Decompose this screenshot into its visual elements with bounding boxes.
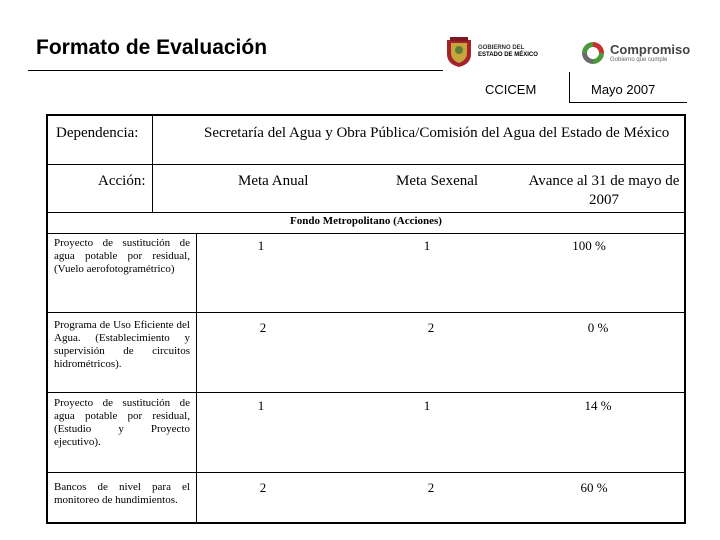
row-meta-anual: 2 xyxy=(259,320,267,335)
compromiso-logo xyxy=(580,40,690,66)
divider xyxy=(48,312,684,313)
section-title: Fondo Metropolitano (Acciones) xyxy=(290,215,442,227)
state-seal-icon xyxy=(444,36,474,68)
row-meta-sexenal: 1 xyxy=(423,398,431,413)
accion-label: Acción: xyxy=(98,173,146,189)
row-meta-sexenal: 2 xyxy=(427,320,435,335)
title-underline xyxy=(28,70,443,71)
row-accion: Proyecto de sustitución de agua potable por residual, (Vuelo aerofotogramétrico) xyxy=(54,237,190,275)
row-meta-anual: 1 xyxy=(257,238,265,253)
dependencia-label: Dependencia: xyxy=(56,125,139,141)
divider xyxy=(48,392,684,393)
row-accion: Programa de Uso Eficiente del Agua. (Establecimiento y supervisión de circuitos hidrométricos). xyxy=(54,319,190,370)
dependencia-value: Secretaría del Agua y Obra Pública/Comisión del Agua del Estado de México xyxy=(204,125,670,141)
date-label: Mayo 2007 xyxy=(591,82,656,97)
cc-label: CCICEM xyxy=(485,82,537,97)
meta-sexenal-header: Meta Sexenal xyxy=(396,173,479,189)
row-accion: Proyecto de sustitución de agua potable por residual, (Estudio y Proyecto ejecutivo). xyxy=(54,397,190,448)
row-meta-anual: 1 xyxy=(257,398,265,413)
row-accion: Bancos de nivel para el monitoreo de hundimientos. xyxy=(54,481,190,506)
row-avance: 60 % xyxy=(580,480,608,495)
row-avance: 0 % xyxy=(587,320,609,335)
divider xyxy=(48,472,684,473)
avance-header: Avance al 31 de mayo de 2007 xyxy=(528,173,680,208)
page-title: Formato de Evaluación xyxy=(36,36,268,59)
divider xyxy=(48,233,684,234)
row-meta-anual: 2 xyxy=(259,480,267,495)
row-avance: 100 % xyxy=(572,238,606,253)
gobierno-line2: ESTADO DE MÉXICO xyxy=(478,52,538,58)
evaluation-table xyxy=(46,114,686,524)
row-meta-sexenal: 1 xyxy=(423,238,431,253)
gobierno-logo xyxy=(444,36,538,68)
header-info-box xyxy=(443,72,687,102)
divider xyxy=(48,164,684,165)
gobierno-line1: GOBIERNO DEL xyxy=(478,45,525,51)
row-meta-sexenal: 2 xyxy=(427,480,435,495)
row-avance: 14 % xyxy=(584,398,612,413)
meta-anual-header: Meta Anual xyxy=(238,173,309,189)
compromiso-swirl-icon xyxy=(580,40,606,66)
compromiso-line1: Compromiso xyxy=(610,41,691,57)
compromiso-line2: Gobierno que cumple xyxy=(610,56,668,63)
divider xyxy=(48,212,684,213)
